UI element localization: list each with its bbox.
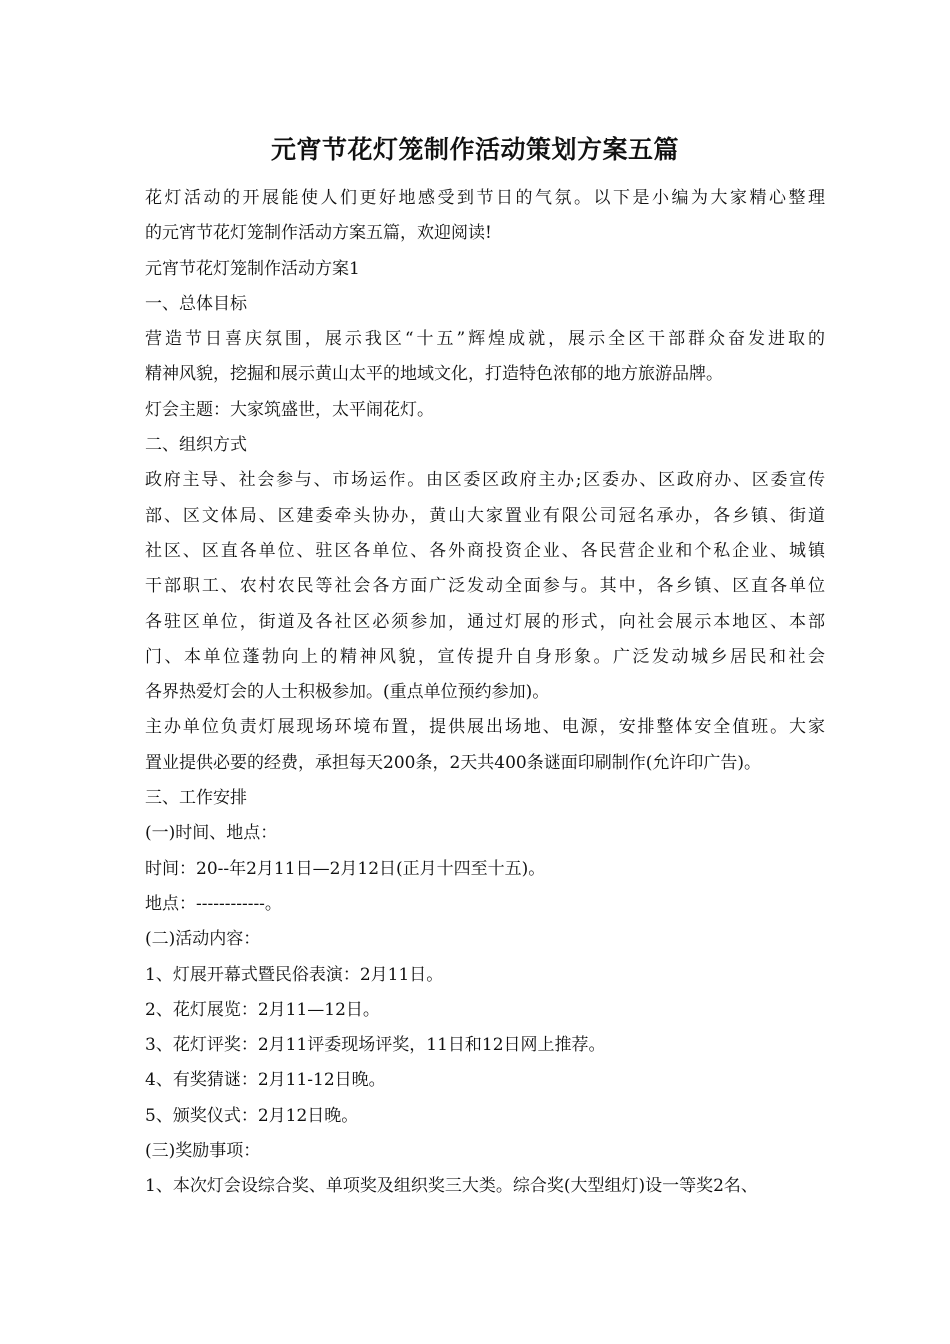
- subsection-heading: (二)活动内容：: [145, 929, 261, 950]
- list-item: 5、颁奖仪式：2月12日晚。: [145, 1105, 359, 1126]
- paragraph-line: 花灯活动的开展能使人们更好地感受到节日的气氛。以下是小编为大家精心整理: [145, 188, 825, 208]
- paragraph-line: 置业提供必要的经费，承担每天200条，2天共400条谜面印刷制作(允许印广告)。: [145, 752, 761, 773]
- list-item: 4、有奖猜谜：2月11-12日晚。: [145, 1070, 386, 1091]
- document-title: 元宵节花灯笼制作活动策划方案五篇: [270, 135, 679, 164]
- paragraph-line: 政府主导、社会参与、市场运作。由区委区政府主办;区委办、区政府办、区委宣传: [145, 470, 825, 491]
- paragraph-line: 精神风貌，挖掘和展示黄山太平的地域文化，打造特色浓郁的地方旅游品牌。: [145, 364, 723, 385]
- paragraph-line: 的元宵节花灯笼制作活动方案五篇，欢迎阅读!: [145, 223, 492, 244]
- paragraph-line: 门、本单位蓬勃向上的精神风貌，宣传提升自身形象。广泛发动城乡居民和社会: [145, 646, 825, 667]
- section-heading: 元宵节花灯笼制作活动方案1: [145, 258, 360, 279]
- list-item: 1、本次灯会设综合奖、单项奖及组织奖三大类。综合奖(大型组灯)设一等奖2名、: [145, 1176, 758, 1197]
- paragraph-line: 时间：20--年2月11日—2月12日(正月十四至十五)。: [145, 858, 546, 879]
- paragraph-line: 社区、区直各单位、驻区各单位、各外商投资企业、各民营企业和个私企业、城镇: [145, 540, 825, 561]
- paragraph-line: 灯会主题：大家筑盛世，太平闹花灯。: [145, 399, 434, 420]
- paragraph-line: 营造节日喜庆氛围，展示我区“十五”辉煌成就，展示全区干部群众奋发进取的: [145, 329, 825, 350]
- paragraph-line: 各驻区单位，街道及各社区必须参加，通过灯展的形式，向社会展示本地区、本部: [145, 611, 825, 632]
- list-item: 2、花灯展览：2月11—12日。: [145, 999, 380, 1020]
- subsection-heading: (三)奖励事项：: [145, 1141, 261, 1162]
- section-heading: 一、总体目标: [145, 293, 247, 314]
- paragraph-line: 干部职工、农村农民等社会各方面广泛发动全面参与。其中，各乡镇、区直各单位: [145, 576, 825, 597]
- subsection-heading: (一)时间、地点：: [145, 823, 278, 844]
- section-heading: 二、组织方式: [145, 435, 247, 456]
- paragraph-line: 地点：------------。: [145, 893, 282, 914]
- list-item: 3、花灯评奖：2月11评委现场评奖，11日和12日网上推荐。: [145, 1035, 606, 1056]
- document-body: [145, 181, 825, 1205]
- paragraph-line: 主办单位负责灯展现场环境布置，提供展出场地、电源，安排整体安全值班。大家: [145, 717, 825, 738]
- paragraph-line: 部、区文体局、区建委牵头协办，黄山大家置业有限公司冠名承办，各乡镇、街道: [145, 505, 825, 526]
- paragraph-line: 各界热爱灯会的人士积极参加。(重点单位预约参加)。: [145, 682, 550, 703]
- list-item: 1、灯展开幕式暨民俗表演：2月11日。: [145, 964, 444, 985]
- section-heading: 三、工作安排: [145, 788, 247, 809]
